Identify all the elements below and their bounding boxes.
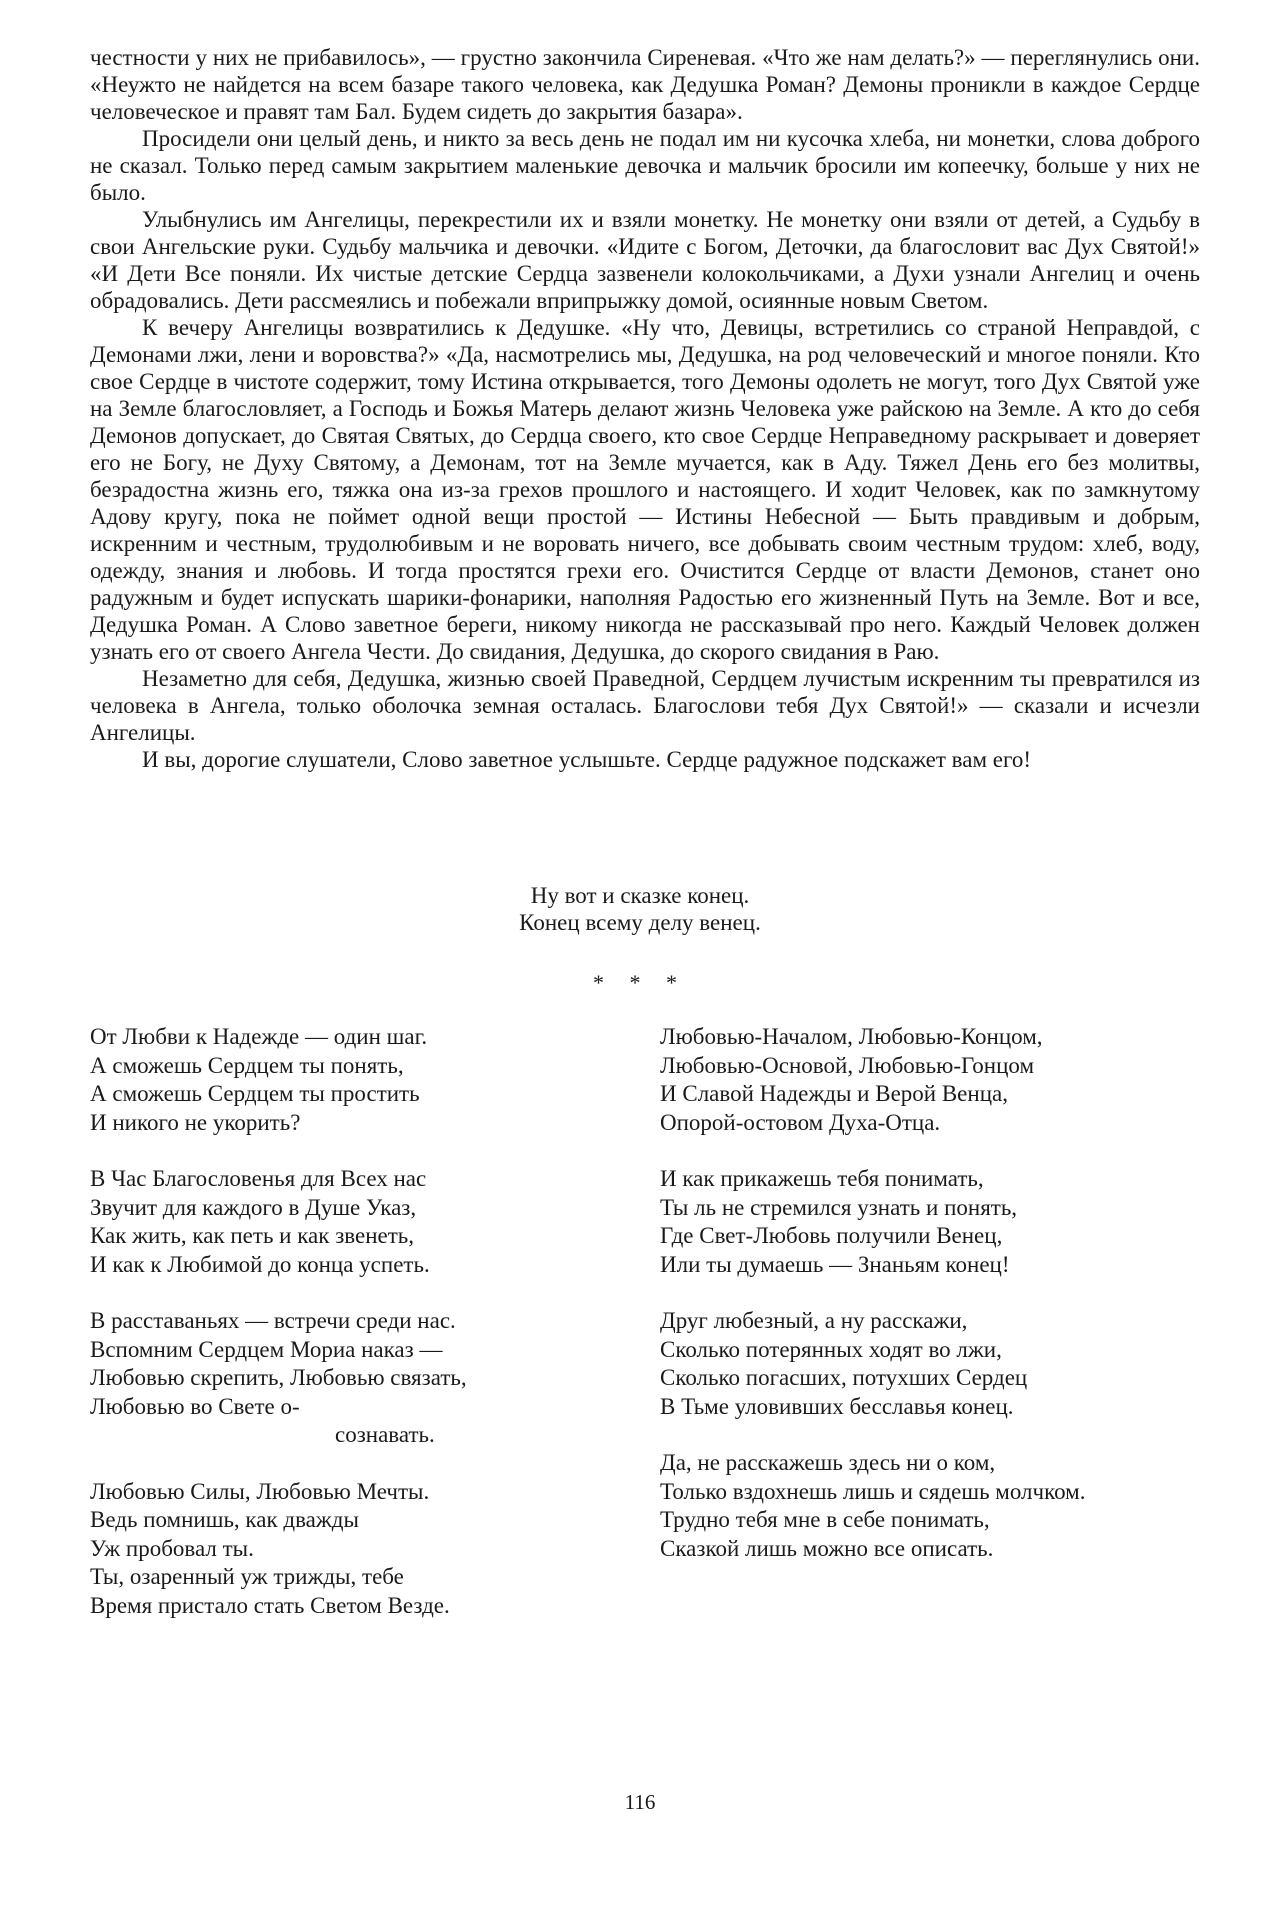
poem-right-column	[660, 1023, 1200, 1591]
tale-ending	[0, 882, 1280, 936]
poem-line: Да, не расскажешь здесь ни о ком,	[660, 1450, 996, 1475]
poem-line: В Тьме уловивших бесславья конец.	[660, 1393, 1014, 1419]
poem-line: И как к Любимой до конца успеть.	[90, 1251, 430, 1277]
poem-line: А сможешь Сердцем ты простить	[90, 1081, 420, 1106]
poem-line: Только вздохнешь лишь и сядешь молчком.	[660, 1478, 1086, 1504]
poem-line: Любовью Силы, Любовью Мечты.	[90, 1478, 430, 1504]
paragraph: И вы, дорогие слушатели, Слово заветное услышьте. Сердце радужное подскажет вам его!	[142, 747, 1031, 772]
poem-line: Уж пробовал ты.	[90, 1535, 254, 1561]
poem-line: В Час Благословенья для Всех нас	[90, 1166, 427, 1191]
poem-line: Где Свет-Любовь получили Венец,	[660, 1223, 1003, 1248]
poem-line: Ты ль не стремился узнать и понять,	[660, 1194, 1018, 1220]
poem-line: Ведь помнишь, как дважды	[90, 1507, 359, 1532]
poem-stanza	[90, 1165, 610, 1279]
poem-line: И как прикажешь тебя понимать,	[660, 1166, 984, 1191]
paragraph: Улыбнулись им Ангелицы, перекрестили их и взяли монетку. Не монетку они взяли от детей, а Судьбу в свои Ангельские руки. Судьбу мальчика и девочки. «Идите с Богом, Деточки, да благословит вас Дух Святой!» «И Дети Все поняли. Их чистые детские Сердца зазвенели колокольчиками, а Духи узнали Ангелиц и очень обрадовались. Дети рассмеялись и побежали вприпрыжку домой, осиянные новым Светом.	[90, 207, 1200, 313]
poem-line: Любовью скрепить, Любовью связать,	[90, 1365, 467, 1390]
poem-line: Трудно тебя мне в себе понимать,	[660, 1507, 990, 1532]
ending-line: Конец всему делу венец.	[519, 910, 761, 935]
poem-line: Сказкой лишь можно все описать.	[660, 1535, 994, 1561]
prose-text	[90, 44, 1200, 773]
section-separator: * * *	[593, 970, 687, 995]
poem-left-column	[90, 1023, 610, 1648]
poem-line: Сколько погасших, потухших Сердец	[660, 1365, 1028, 1390]
poem-stanza	[660, 1449, 1200, 1563]
poem-line-wrap: сознавать.	[335, 1422, 435, 1447]
poem-stanza	[660, 1023, 1200, 1137]
poem-stanza	[90, 1023, 610, 1137]
poem-line: Время пристало стать Светом Везде.	[90, 1592, 450, 1618]
poem-line: Любовью-Началом, Любовью-Концом,	[660, 1024, 1043, 1049]
poem-line: Опорой-остовом Духа-Отца.	[660, 1109, 941, 1135]
poem-stanza	[660, 1165, 1200, 1279]
poem-line: Сколько потерянных ходят во лжи,	[660, 1336, 1002, 1362]
poem-line: А сможешь Сердцем ты понять,	[90, 1052, 404, 1078]
page-number: 116	[624, 1790, 656, 1814]
ending-line: Ну вот и сказке конец.	[530, 883, 750, 908]
poem-line: И Славой Надежды и Верой Венца,	[660, 1081, 1008, 1106]
paragraph: Просидели они целый день, и никто за весь день не подал им ни кусочка хлеба, ни монетки, слова доброго не сказал. Только перед самым закрытием маленькие девочка и мальчик бросили им копеечку, больше у них не было.	[90, 126, 1200, 205]
poem-line: В расставаньях — встречи среди нас.	[90, 1308, 456, 1333]
poem-line: Ты, озаренный уж трижды, тебе	[90, 1564, 404, 1589]
paragraph: честности у них не прибавилось», — грустно закончила Сиреневая. «Что же нам делать?» — переглянулись они. «Неужто не найдется на всем базаре такого человека, как Дедушка Роман? Демоны проникли в каждое Сердце человеческое и правят там Бал. Будем сидеть до закрытия базара».	[90, 45, 1200, 124]
poem-line: Или ты думаешь — Знаньям конец!	[660, 1251, 1010, 1277]
poem-line: Звучит для каждого в Душе Указ,	[90, 1194, 417, 1220]
paragraph: К вечеру Ангелицы возвратились к Дедушке. «Ну что, Девицы, встретились со страной Неправдой, с Демонами лжи, лени и воровства?» «Да, насмотрелись мы, Дедушка, на род человеческий и многое поняли. Кто свое Сердце в чистоте содержит, тому Истина открывается, того Демоны одолеть не могут, того Дух Святой уже на Земле благословляет, а Господь и Божья Матерь делают жизнь Человека уже райскою на Земле. А кто до себя Демонов допускает, до Святая Святых, до Сердца своего, кто свое Сердце Неправедному раскрывает и доверяет его не Богу, не Духу Святому, а Демонам, тот на Земле мучается, как в Аду. Тяжел День его без молитвы, безрадостна жизнь его, тяжка она из-за грехов прошлого и настоящего. И ходит Человек, как по замкнутому Адову кругу, пока не поймет одной вещи простой — Истины Небесной — Быть правдивым и добрым, искренним и честным, трудолюбивым и не воровать ничего, все добывать своим честным трудом: хлеб, воду, одежду, знания и любовь. И тогда простятся грехи его. Очистится Сердце от власти Демонов, станет оно радужным и будет испускать шарики-фонарики, наполняя Радостью его жизненный Путь на Земле. Вот и все, Дедушка Роман. А Слово заветное береги, никому никогда не рассказывай про него. Каждый Человек должен узнать его от своего Ангела Чести. До свидания, Дедушка, до скорого свидания в Раю.	[90, 315, 1200, 664]
poem-line: Любовью-Основой, Любовью-Гонцом	[660, 1052, 1034, 1078]
poem-stanza	[660, 1307, 1200, 1421]
poem-line: Друг любезный, а ну расскажи,	[660, 1308, 968, 1333]
poem-line: Вспомним Сердцем Мориа наказ —	[90, 1336, 443, 1362]
poem-line: От Любви к Надежде — один шаг.	[90, 1024, 428, 1049]
poem-stanza	[90, 1307, 610, 1450]
poem-line: Как жить, как петь и как звенеть,	[90, 1223, 415, 1248]
poem-line: Любовью во Свете о-	[90, 1393, 300, 1419]
poem-stanza	[90, 1478, 610, 1621]
paragraph: Незаметно для себя, Дедушка, жизнью своей Праведной, Сердцем лучистым искренним ты превратился из человека в Ангела, только оболочка земная осталась. Благослови тебя Дух Святой!» — сказали и исчезли Ангелицы.	[90, 666, 1200, 745]
poem-line: И никого не укорить?	[90, 1109, 301, 1135]
